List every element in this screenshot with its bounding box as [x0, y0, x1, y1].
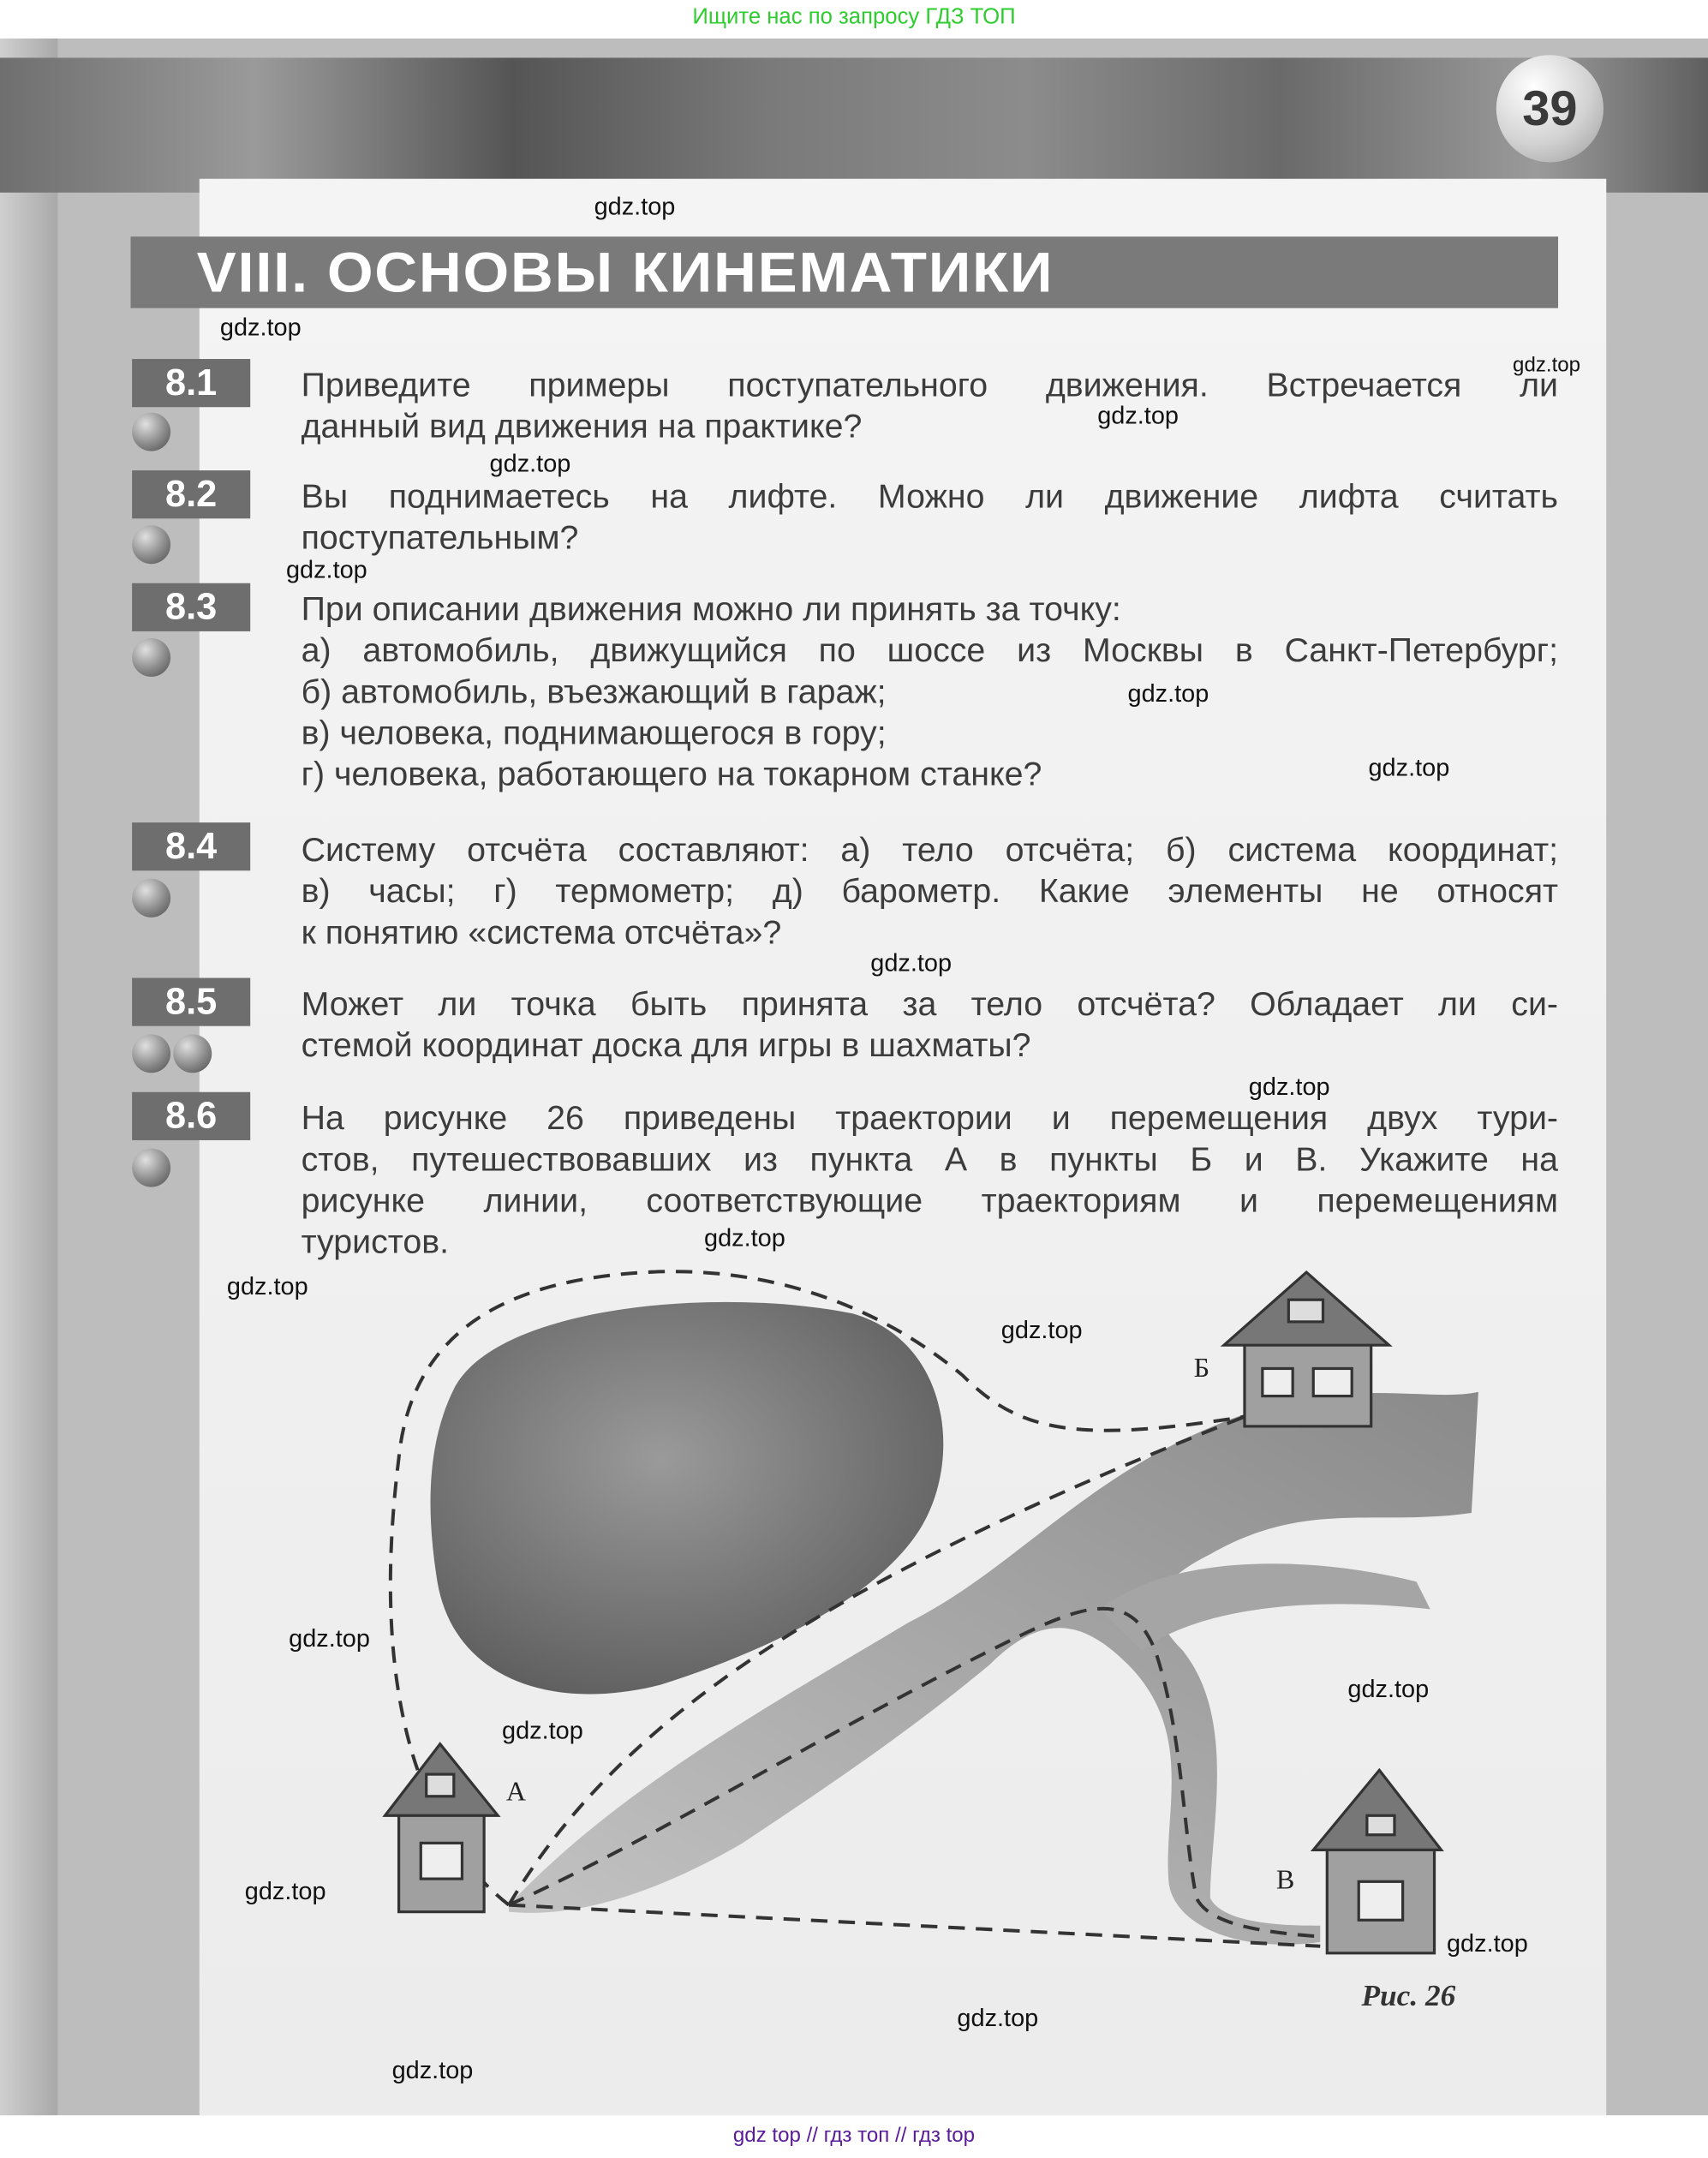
- watermark: gdz.top: [489, 449, 571, 478]
- chapter-title: VIII. ОСНОВЫ КИНЕМАТИКИ: [196, 240, 1054, 304]
- problem-text-line: б) автомобиль, въезжающий в гараж;: [301, 673, 887, 712]
- problem-text-line: в) человека, поднимающегося в гору;: [301, 714, 887, 753]
- watermark: gdz.top: [1446, 1929, 1528, 1958]
- watermark: gdz.top: [957, 2004, 1039, 2032]
- watermark: gdz.top: [1127, 679, 1209, 708]
- watermark: gdz.top: [704, 1223, 785, 1252]
- watermark: gdz.top: [1368, 753, 1450, 781]
- problem-number: 8.6: [132, 1092, 250, 1140]
- problem-text-line: к понятию «система отсчёта»?: [301, 914, 782, 953]
- problem-text-line: рисунке линии, соответствующие траекториям и перемещениям: [301, 1182, 1559, 1221]
- problem-text-line: поступательным?: [301, 519, 579, 558]
- problem-number: 8.2: [132, 470, 250, 518]
- problem-text-line: При описании движения можно ли принять за точку:: [301, 591, 1121, 629]
- page-number: 39: [1496, 55, 1603, 162]
- watermark: gdz.top: [870, 948, 953, 977]
- house-v-icon: [1313, 1770, 1441, 1953]
- point-label-b: Б: [1193, 1353, 1210, 1384]
- point-label-v: В: [1275, 1865, 1295, 1896]
- watermark: gdz.top: [594, 192, 676, 220]
- problem-text-line: Вы поднимаетесь на лифте. Можно ли движение лифта считать: [301, 478, 1559, 517]
- figure-caption: Рис. 26: [1361, 1977, 1456, 2012]
- problem-text-line: На рисунке 26 приведены траектории и перемещения двух тури-: [301, 1100, 1559, 1138]
- watermark: gdz.top: [1248, 1073, 1330, 1101]
- watermark: gdz.top: [1000, 1316, 1083, 1344]
- problem-text-line: Может ли точка быть принята за тело отсчёта? Обладает ли си-: [301, 986, 1559, 1024]
- watermark: gdz.top: [219, 314, 302, 342]
- problem-number: 8.3: [132, 583, 250, 631]
- problem-text-line: данный вид движения на практике?: [301, 408, 863, 446]
- watermark: gdz.top: [1347, 1675, 1430, 1703]
- watermark: gdz.top: [1513, 353, 1581, 377]
- problem-text-line: стов, путешествовавших из пункта А в пункты Б и В. Укажите на: [301, 1141, 1559, 1179]
- watermark: gdz.top: [1097, 401, 1179, 429]
- watermark: gdz.top: [285, 555, 367, 583]
- problem-text-line: Приведите примеры поступательного движения. Встречается ли: [301, 367, 1559, 405]
- house-b-icon: [1224, 1272, 1389, 1426]
- bottom-banner[interactable]: gdz top // гдз топ // гдз top: [0, 2115, 1708, 2158]
- problem-number: 8.4: [132, 822, 250, 870]
- problem-text-line: а) автомобиль, движущийся по шоссе из Москвы в Санкт-Петербург;: [301, 632, 1559, 670]
- watermark: gdz.top: [391, 2056, 474, 2084]
- watermark: gdz.top: [226, 1272, 308, 1300]
- problem-text-line: г) человека, работающего на токарном станке?: [301, 756, 1042, 794]
- problem-number: 8.5: [132, 978, 250, 1026]
- point-label-a: А: [505, 1777, 527, 1808]
- watermark: gdz.top: [289, 1624, 370, 1653]
- problem-text-line: туристов.: [301, 1223, 450, 1262]
- problem-text-line: в) часы; г) термометр; д) барометр. Какие элементы не относят: [301, 873, 1559, 911]
- problem-number: 8.1: [132, 359, 250, 407]
- house-a-icon: [385, 1744, 499, 1912]
- lake: [431, 1302, 944, 1695]
- problem-text-line: стемой координат доска для игры в шахматы?: [301, 1027, 1031, 1065]
- problem-text-line: Систему отсчёта составляют: а) тело отсчёта; б) система координат;: [301, 832, 1559, 870]
- watermark: gdz.top: [244, 1877, 326, 1905]
- top-banner[interactable]: Ищите нас по запросу ГДЗ ТОП: [0, 0, 1708, 39]
- watermark: gdz.top: [502, 1716, 583, 1744]
